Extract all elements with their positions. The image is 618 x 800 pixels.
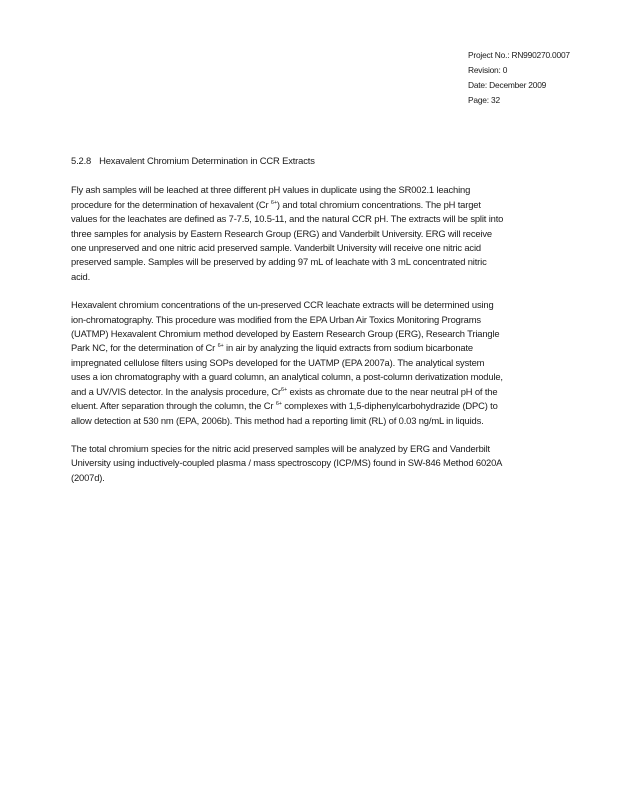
paragraph-line xyxy=(71,241,565,255)
text-run: one unpreserved and one nitric acid preserved sample. Vanderbilt University will receive one nitric acid xyxy=(71,242,481,254)
paragraph-line xyxy=(71,399,565,413)
paragraph-line xyxy=(71,327,565,341)
text-run: exists as chromate due to the near neutral pH of the xyxy=(287,385,498,397)
charge-superscript: 6+ xyxy=(217,343,224,350)
charge-superscript: 6+ xyxy=(270,199,277,206)
text-run: (UATMP) Hexavalent Chromium method developed by Eastern Research Group (ERG), Research Triangle xyxy=(71,328,500,340)
text-run: Fly ash samples will be leached at three different pH values in duplicate using the SR002.1 leaching xyxy=(71,184,471,196)
paragraph-line xyxy=(71,442,565,456)
section-paragraphs xyxy=(71,183,565,485)
page-header xyxy=(468,48,570,108)
paragraph-line xyxy=(71,198,565,212)
text-run: and a UV/VIS detector. In the analysis procedure, Cr xyxy=(71,385,282,397)
page-number: Page: 32 xyxy=(468,95,500,105)
body-paragraph xyxy=(71,298,565,428)
paragraph-line xyxy=(71,385,565,399)
text-run: values for the leachates are defined as 7-7.5, 10.5-11, and the natural CCR pH. The extracts will be split into xyxy=(71,213,504,225)
text-run: University using inductively-coupled plasma / mass spectroscopy (ICP/MS) found in SW-846 Method 6020A xyxy=(71,457,503,469)
section-heading xyxy=(71,154,565,168)
text-run: (2007d). xyxy=(71,471,105,483)
paragraph-line xyxy=(71,183,565,197)
paragraph-line xyxy=(71,414,565,428)
paragraph-line xyxy=(71,313,565,327)
text-run: ion-chromatography. This procedure was modified from the EPA Urban Air Toxics Monitoring Programs xyxy=(71,313,481,325)
text-run: in air by analyzing the liquid extracts from sodium bicarbonate xyxy=(223,342,473,354)
text-run: ) and total chromium concentrations. The pH target xyxy=(276,198,481,210)
body-paragraph xyxy=(71,442,565,485)
paragraph-line xyxy=(71,370,565,384)
text-run: complexes with 1,5-diphenylcarbohydrazide (DPC) to xyxy=(281,400,498,412)
paragraph-line xyxy=(71,227,565,241)
section-number: 5.2.8 xyxy=(71,155,92,166)
body-paragraph xyxy=(71,183,565,284)
document-body xyxy=(71,154,565,499)
text-run: preserved sample. Samples will be preserved by adding 97 mL of leachate with 3 mL concentrated nitric xyxy=(71,256,487,268)
section-title: Hexavalent Chromium Determination in CCR Extracts xyxy=(99,155,315,166)
document-date: Date: December 2009 xyxy=(468,80,547,90)
text-run: eluent. After separation through the column, the Cr xyxy=(71,400,276,412)
paragraph-line xyxy=(71,298,565,312)
paragraph-line xyxy=(71,255,565,269)
text-run: procedure for the determination of hexavalent (Cr xyxy=(71,198,271,210)
charge-superscript: 6+ xyxy=(281,386,288,393)
paragraph-line xyxy=(71,270,565,284)
paragraph-line xyxy=(71,341,565,355)
paragraph-line xyxy=(71,212,565,226)
text-run: impregnated cellulose filters using SOPs developed for the UATMP (EPA 2007a). The analytical system xyxy=(71,356,485,368)
revision-number: Revision: 0 xyxy=(468,65,508,75)
text-run: uses a ion chromatography with a guard column, an analytical column, a post-column derivatization module, xyxy=(71,371,503,383)
text-run: The total chromium species for the nitric acid preserved samples will be analyzed by ERG and Vanderbilt xyxy=(71,442,490,454)
text-run: acid. xyxy=(71,270,91,282)
text-run: Hexavalent chromium concentrations of the un-preserved CCR leachate extracts will be determined using xyxy=(71,299,494,311)
paragraph-line xyxy=(71,456,565,470)
paragraph-line xyxy=(71,356,565,370)
paragraph-line xyxy=(71,471,565,485)
project-number: Project No.: RN990270.0007 xyxy=(468,50,570,60)
text-run: three samples for analysis by Eastern Research Group (ERG) and Vanderbilt University. ERG will receive xyxy=(71,227,492,239)
charge-superscript: 6+ xyxy=(275,401,282,408)
text-run: allow detection at 530 nm (EPA, 2006b). This method had a reporting limit (RL) of 0.03 ng/mL in liquids. xyxy=(71,414,484,426)
text-run: Park NC, for the determination of Cr xyxy=(71,342,218,354)
